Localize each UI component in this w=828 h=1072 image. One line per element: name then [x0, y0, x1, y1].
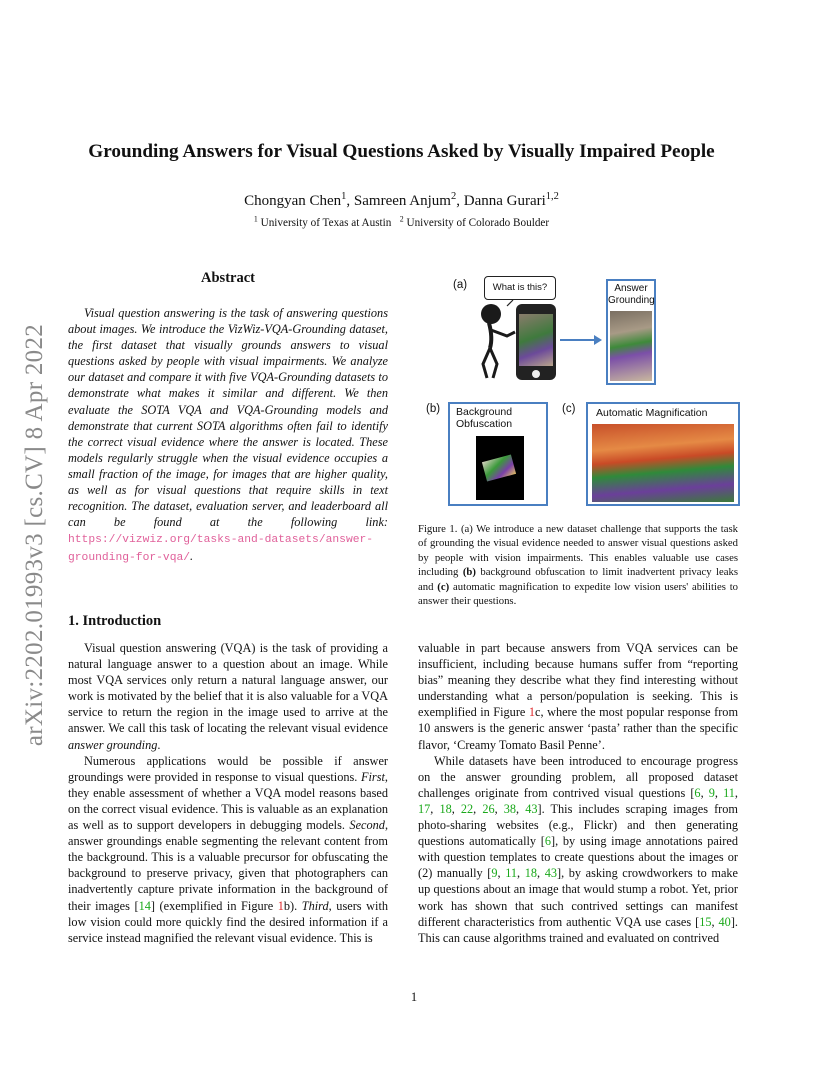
citation-link[interactable]: 15 — [699, 914, 712, 929]
citation-group: 6, 9, 11, 17, 18, 22, 26, 38, 43 — [418, 785, 738, 816]
panel-b-label: (b) — [426, 403, 441, 415]
automatic-magnification-box — [586, 402, 740, 506]
speech-text: What is this? — [492, 282, 548, 293]
author-list: Chongyan Chen$^1$, Samreen Anjum$^2$, Danna Gurari$^{1,2}$ — [244, 191, 559, 209]
answer-grounding-label: Answer Grounding — [608, 283, 655, 306]
author-name: Danna Gurari — [463, 193, 546, 209]
author-name: Chongyan Chen — [244, 193, 342, 209]
citation-link[interactable]: 17 — [418, 801, 431, 816]
citation-link[interactable]: 14 — [138, 898, 151, 913]
arxiv-sidebar-stamp — [20, 290, 50, 780]
background-obfuscation-label: Background Obfuscation — [456, 406, 513, 430]
phone-screen-photo — [519, 314, 553, 366]
author-name: Samreen Anjum — [353, 193, 451, 209]
paragraph: Visual question answering (VQA) is the task of providing a natural language answer to a question about an image. While most VQA services only return a natural language answer, our work is motivated by the belief that it is also valuable for a VQA service to return the region in the image used to arrive at the answer. We call this task of locating the relevant visual evidence answer grounding. — [68, 641, 388, 752]
citation-link[interactable]: 18 — [524, 866, 538, 881]
citation-link[interactable]: 6 — [544, 834, 551, 849]
figure-caption: Figure 1. (a) We introduce a new dataset challenge that supports the task of grounding the visual evidence needed to answer visual questions asked by people with vision impairments. This enables valuable use cases including (b) background obfuscation to limit inadvertent privacy leaks and (c) automatic magnification to expedite low vision users' abilities to answer their questions. — [418, 523, 739, 608]
citation-link[interactable]: 11 — [505, 866, 518, 881]
abstract-body: Visual question answering is the task of answering questions about images. We introduce the VizWiz-VQA-Grounding dataset, the first dataset that visually grounds answers to visual questions asked by people with visual impairments. We analyze our dataset and compare it with five VQA-Grounding datasets to demonstrate what makes it similar and different. We then evaluate the SOTA VQA and VQA-Grounding models and demonstrate that current SOTA algorithms often fail to identify the correct visual evidence where the answer is located. These models regularly struggle when the visual evidence occupies a small fraction of the image, for images that are higher quality, as well as for visual questions that require skills in text recognition. The dataset, evaluation server, and leaderboard all can be found at the following link: https://vizwiz.org/tasks-and-datasets/answer-grounding-for-vqa/. — [68, 306, 388, 565]
affiliations: $^1$ University of Texas at Austin $^2$ University of Colorado Boulder — [253, 214, 550, 229]
dataset-link[interactable]: https://vizwiz.org/tasks-and-datasets/answer-grounding-for-vqa/ — [68, 534, 374, 565]
citation-link[interactable]: 9 — [491, 866, 498, 881]
citation-link[interactable]: 43 — [525, 801, 538, 816]
arxiv-id: arXiv:2202.01993v3 [cs.CV] 8 Apr 2022 — [21, 323, 48, 747]
citation-link[interactable]: 40 — [718, 914, 731, 929]
affiliation: University of Texas at Austin — [260, 217, 392, 229]
affiliation: University of Colorado Boulder — [406, 217, 550, 229]
citation-group: 15, 40 — [699, 914, 731, 929]
citation-link[interactable]: 22 — [460, 801, 474, 816]
obfuscated-photo — [476, 436, 524, 500]
abstract-heading: Abstract — [201, 270, 255, 286]
panel-c-label: (c) — [562, 403, 576, 415]
paragraph: Numerous applications would be possible if answer groundings were provided in response to visual questions. First, they enable assessment of whether a VQA model reasons based on the correct visual evidence. This is valuable as an explanation as well as to support developers in debugging models. Second, answer groundings enable segmenting the relevant content from the background. This is a valuable precursor for obfuscating the background to preserve privacy, given that photographers can inadvertently capture private information in the background of their images [14] (exemplified in Figure 1b). Third, users with low vision could more quickly find the desired information if a service instead magnified the relevant visual evidence. This is — [68, 753, 389, 945]
citation-link[interactable]: 43 — [544, 866, 557, 881]
citation-link[interactable]: 38 — [503, 801, 517, 816]
speech-bubble — [484, 276, 556, 300]
left-column-text — [68, 640, 388, 946]
citation-link[interactable]: 18 — [439, 801, 452, 816]
section-heading-introduction: 1. Introduction — [68, 613, 162, 629]
person-icon — [473, 298, 519, 380]
citation-link[interactable]: 11 — [723, 785, 735, 800]
phone-illustration — [516, 304, 556, 380]
answer-grounding-box — [606, 279, 656, 385]
arrow-icon — [560, 332, 602, 348]
paper-title: Grounding Answers for Visual Questions Asked by Visually Impaired People — [88, 141, 715, 162]
figure-1 — [418, 272, 738, 520]
citation-link[interactable]: 6 — [694, 785, 701, 800]
right-column-text — [418, 640, 738, 946]
magnified-photo — [592, 424, 734, 502]
figure-link[interactable]: 1 — [528, 705, 536, 720]
citation-group: 9, 11, 18, 43 — [491, 866, 557, 881]
citation-link[interactable]: 26 — [482, 801, 495, 816]
grounding-photo — [610, 311, 652, 381]
background-obfuscation-box — [448, 402, 548, 506]
paragraph: While datasets have been introduced to encourage progress on the answer grounding problem, all proposed dataset challenges originate from contrived visual questions [6, 9, 11, 17, 18, 22, 26, 38, 43]. This includes scraping images from photo-sharing websites (e.g., Flickr) and then generating questions automatically [6], by using image annotations paired with question templates to create questions about the images or (2) manually [9, 11, 18, 43], by asking crowdworkers to make up questions about an image that would stump a robot. Yet, prior work has shown that such contrived settings can manifest different characteristics from authentic VQA use cases [15, 40]. This can cause algorithms trained and evaluated on contrived — [418, 753, 739, 945]
citation-link[interactable]: 9 — [708, 785, 715, 800]
automatic-magnification-label: Automatic Magnification — [596, 407, 708, 419]
paragraph: valuable in part because answers from VQA services can be insufficient, including because humans suffer from “reporting bias” meaning they describe what they find interesting without understanding what a person/population is seeking. This is exemplified in Figure 1c, where the most popular response from 10 answers is the generic answer ‘pasta’ rather than the specific flavor, ‘Creamy Tomato Basil Penne’. — [418, 641, 739, 752]
panel-a-label: (a) — [453, 279, 468, 291]
page-number: 1 — [410, 990, 418, 1004]
figure-link[interactable]: 1 — [277, 898, 284, 913]
